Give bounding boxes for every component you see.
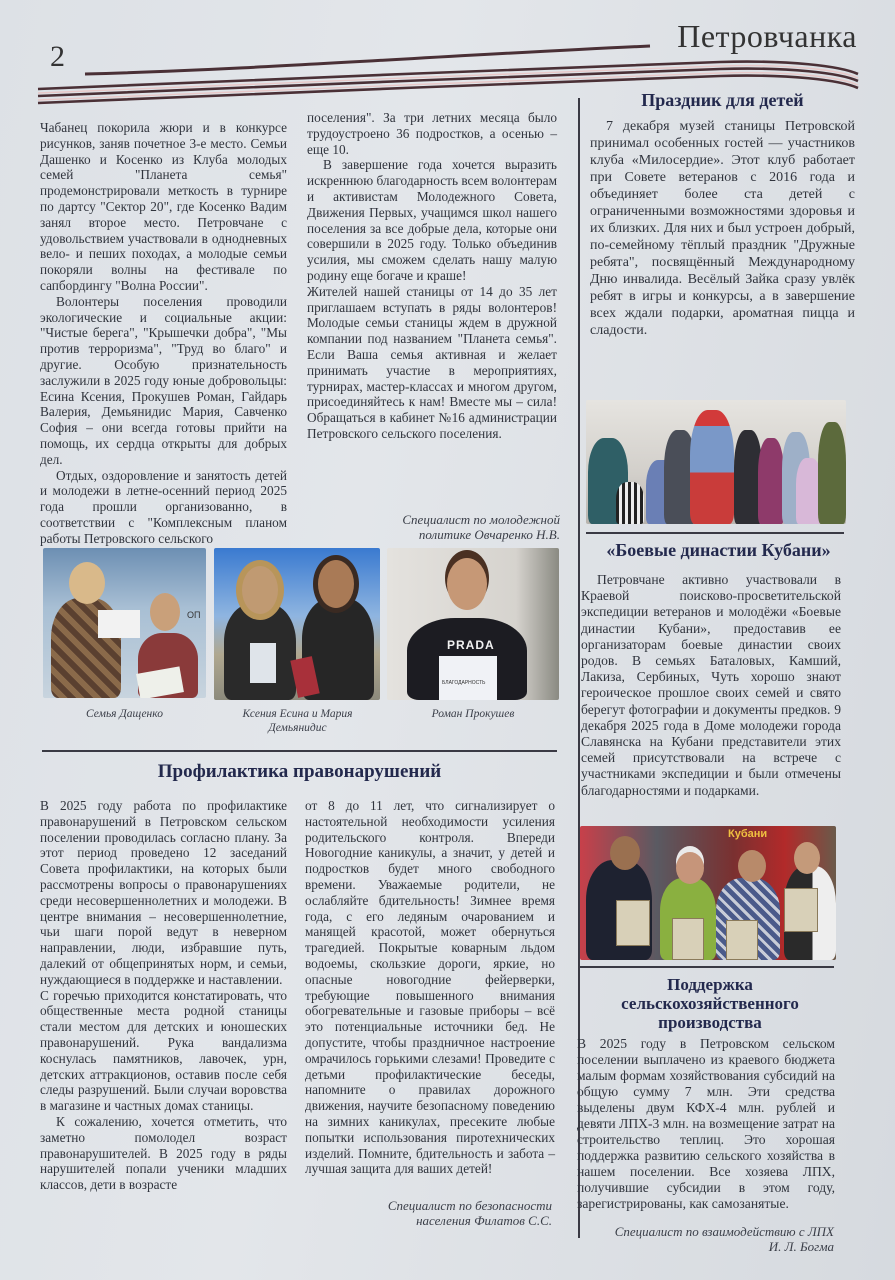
paragraph: Чабанец покорила жюри и в конкурсе рисунков, заняв почетное 3-е место. Семьи Дашенко и Косенко из Клуба молодых семей "Планета семья" продемонстрировали меткость в турнире по дартсу "Сектор 20", где Косенко Вадим занял второе место. Петровчане с удовольствием участвовали в однодневных вело- и пеших походах, а молодые семьи покоряли волны на фестивале по сапбордингу "Волна России".: [40, 120, 287, 293]
prevention-article-title: Профилактика правонарушений: [157, 761, 442, 782]
section-rule: [586, 532, 844, 534]
photo-figure: [242, 566, 278, 614]
page-number: 2: [50, 40, 65, 73]
photo-figure: [318, 560, 354, 608]
photo-figure: [447, 558, 487, 610]
certificate: [672, 918, 704, 960]
certificate: [439, 656, 497, 700]
agriculture-article-title: Поддержка сельскохозяйственного производства: [621, 975, 799, 1032]
photo-sign-text: ОП: [187, 610, 201, 620]
paragraph: С горечью приходится констатировать, что общественные места родной станицы стали местом для детских и юношеских правонарушений. Рука вандализма коснулась памятников, лавочек, урн, детских аттракционов, оставив после себя следы разрушений. Были случаи воровства в магазине и частных домах станицы.: [40, 987, 287, 1114]
certificate: [726, 920, 758, 960]
photo-figure: [758, 438, 784, 524]
volunteers-article-col2: [307, 110, 557, 442]
paragraph: В 2025 году в Петровском сельском поселении выплачено из краевого бюджета малым формам хозяйствования субсидий на общую сумму 7 млн. Эти средства выделены двум КФХ-4 млн. рублей и девяти ЛПХ-3 млн. на возмещение затрат на строительство теплиц. Это хорошая поддержка развитию сельского хозяйства в нашем поселении. Все хозяева ЛПХ, получившие субсидии в этом году, зарегистрированы, как самозанятые.: [577, 1036, 835, 1211]
newspaper-masthead: Петровчанка: [677, 18, 857, 54]
paragraph: Отдых, оздоровление и занятость детей и молодежи в летне-осенний период 2025 года прошли организованно, в соответствии с "Комплексным планом работы Петровского сельского: [40, 467, 287, 546]
paragraph: поселения". За три летних месяца было трудоустроено 36 подростков, а осенью – еще 10.: [307, 110, 557, 157]
paragraph: Волонтеры поселения проводили экологические и социальные акции: "Чистые берега", "Крышечки добра", "Мы против терроризма", "Труд во благо" и другие. Особую признательность заслужили в 2025 году юные добровольцы: Есина Ксения, Прокушев Роман, Гайдарь Валерия, Демьянидис Мария, Савченко София – они всегда готовы прийти на помощь, их сердца открыты для добрых дел.: [40, 293, 287, 467]
dynasties-article-body: [581, 572, 841, 799]
photo-esina-demyanidis: [214, 548, 380, 700]
shirt-text: PRADA: [447, 638, 495, 652]
photo-prokushev: [387, 548, 559, 700]
paragraph: Жителей нашей станицы от 14 до 35 лет приглашаем вступать в ряды волонтеров! Молодые семьи станицы ждем в дружной компании под названием "Планета семья". Если Ваша семья активная и желает принимать участие в мероприятиях, турнирах, мастер-классах и многом другом, присоединяйтесь к нам! Вместе мы – сила! Обращаться в кабинет №16 администрации Петровского сельского поселения.: [307, 283, 557, 441]
photo-dynasties-awards: [580, 826, 836, 960]
photo-figure: [69, 562, 105, 604]
photo-figure: [676, 852, 704, 884]
certificate-text: БЛАГОДАРНОСТЬ: [442, 680, 486, 686]
paragraph: Петровчане активно участвовали в Краевой поисково-просветительской экспедиции ветеранов и молодёжи «Боевые династии Кубани», предоставив ее организаторам боевые династии своих родов. В семьях Баталовых, Камший, Лакиза, Сербиных, Чуть хорошо знают героическое прошлое своих семей и свято берегут фотографии и документы предков. 9 декабря 2025 года в Доме молодежи города Славянска на Кубани представители этих семей присутствовали на встрече с участниками экспедиции и были отмечены благодарностями и подарками.: [581, 572, 841, 798]
paragraph: В 2025 году работа по профилактике правонарушений в Петровском сельском поселении проводилась согласно плану. За этот период проведено 12 заседаний Совета профилактики, на которых были рассмотрены вопросы о правонарушениях среди несовершеннолетних и молодежи. В центре внимания – несовершеннолетние, чьи шаги порой ведут в неверном направлении, люди, избравшие путь, далекий от общепринятых норм, и семьи, нуждающиеся в поддержке и наставлении.: [40, 798, 287, 987]
agriculture-article-signature: Специалист по взаимодействию с ЛПХ И. Л. Богма: [614, 1224, 834, 1254]
section-rule: [578, 966, 834, 968]
photo-holiday-children: [586, 400, 846, 524]
dynasties-article-title: «Боевые династии Кубани»: [606, 540, 831, 560]
prevention-article-signature: Специалист по безопасности населения Филатов С.С.: [387, 1198, 552, 1228]
prevention-article-col1: [40, 798, 287, 1193]
volunteers-article-signature: Специалист по молодежной политике Овчаренко Н.В.: [402, 512, 560, 542]
banner-text: Кубани: [728, 828, 768, 840]
photo-figure: [616, 482, 644, 524]
photo-figure: [794, 842, 820, 874]
photo-dashenko-family: [43, 548, 206, 698]
rabbit-mascot: [690, 410, 734, 524]
photo-caption: Роман Прокушев: [431, 708, 515, 720]
prevention-article-col2: [305, 798, 555, 1177]
paragraph: К сожалению, хочется отметить, что заметно помолодел возраст правонарушителей. В 2025 году в ряды нарушителей попали ученики младших классов, дети в возрасте: [40, 1113, 287, 1193]
certificate: [616, 900, 650, 946]
holiday-article-body: [590, 118, 855, 339]
photo-figure: [818, 422, 846, 524]
paragraph: от 8 до 11 лет, что сигнализирует о настоятельной необходимости усиления родительского контроля. Впереди Новогодние каникулы, а значит, у детей и подростков будет много свободного времени. Уважаемые родители, не ослабляйте бдительность! Зимнее время года, с его ледяным очарованием и манящей красотой, может обернуться трагедией. Покрытые коварным льдом водоемы, скользкие дороги, яркие, но опасные новогодние фейерверки, требующие повышенного внимания обогревательные и газовые приборы – всё это потенциальные источники бед. Не допустите, чтобы праздничное настроение омрачилось горькими слезами! Проведите с детьми профилактические беседы, напомните о правилах дорожного движения, научите безопасному поведению на зимних каникулах, пресеките любые попытки использования пиротехнических изделий. Помните, бдительность и забота – лучшая защита для ваших детей!: [305, 798, 555, 1177]
holiday-article-title: Праздник для детей: [641, 90, 804, 110]
certificate: [98, 610, 140, 638]
volunteers-article-col1: [40, 120, 287, 547]
photo-caption: Семья Дащенко: [86, 708, 163, 720]
book: [250, 643, 276, 683]
photo-caption: Ксения Есина и Мария Демьянидис: [242, 708, 353, 734]
header-underline: [85, 46, 650, 74]
certificate: [784, 888, 818, 932]
photo-figure: [150, 593, 180, 631]
photo-figure: [738, 850, 766, 882]
paragraph: 7 декабря музей станицы Петровской принимал особенных гостей — участников клуба «Милосердие». Этот клуб работает при Совете ветеранов с 2016 года и объединяет более ста детей с ограниченными возможностями здоровья и их близких. Для них и был устроен добрый, по-семейному тёплый праздник "Дружные ребята", посвящённый Международному Дню инвалида. Весёлый Зайка сразу увлёк ребят в игры и конкурсы, а в завершение всех ждали подарки, ароматная пицца и сладости.: [590, 119, 855, 338]
paragraph: В завершение года хочется выразить искреннюю благодарность всем волонтерам и активистам Молодежного Совета, Движения Первых, учащимся школ нашего поселения за все добрые дела, которые они совершили в 2025 году. Только объединив усилия, мы сможем сделать нашу малую родину еще богаче и краше!: [307, 157, 557, 283]
agriculture-article-body: [577, 1036, 835, 1212]
section-rule: [42, 750, 557, 752]
photo-figure: [610, 836, 640, 870]
